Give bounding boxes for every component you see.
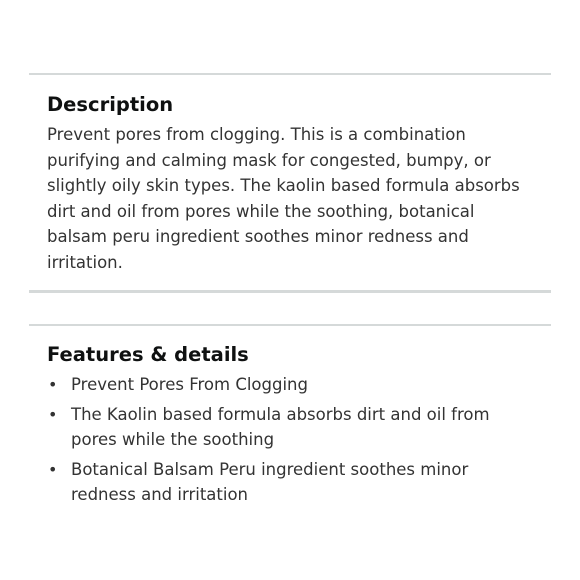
description-section <box>47 92 527 275</box>
features-heading: Features & details <box>47 343 249 366</box>
bullet-icon: • <box>48 459 58 479</box>
feature-item-text: Prevent Pores From Clogging <box>71 375 308 394</box>
features-section <box>47 342 527 512</box>
section-divider-lower <box>29 290 551 293</box>
description-heading: Description <box>47 93 174 116</box>
feature-list <box>47 372 527 508</box>
feature-item-text: Botanical Balsam Peru ingredient soothes minor redness and irritation <box>71 459 469 504</box>
feature-item <box>47 457 527 508</box>
bullet-icon: • <box>48 404 58 424</box>
feature-item-text: The Kaolin based formula absorbs dirt and oil from pores while the soothing <box>71 404 490 449</box>
bullet-icon: • <box>48 375 58 394</box>
top-divider <box>29 73 551 75</box>
section-divider-upper <box>29 324 551 326</box>
feature-item <box>47 402 527 453</box>
description-text: Prevent pores from clogging. This is a combination purifying and calming mask for congested, bumpy, or slightly oily skin types. The kaolin based formula absorbs dirt and oil from pores while the soothing, botanical balsam peru ingredient soothes minor redness and irritation. <box>47 125 520 272</box>
feature-item <box>47 372 527 398</box>
